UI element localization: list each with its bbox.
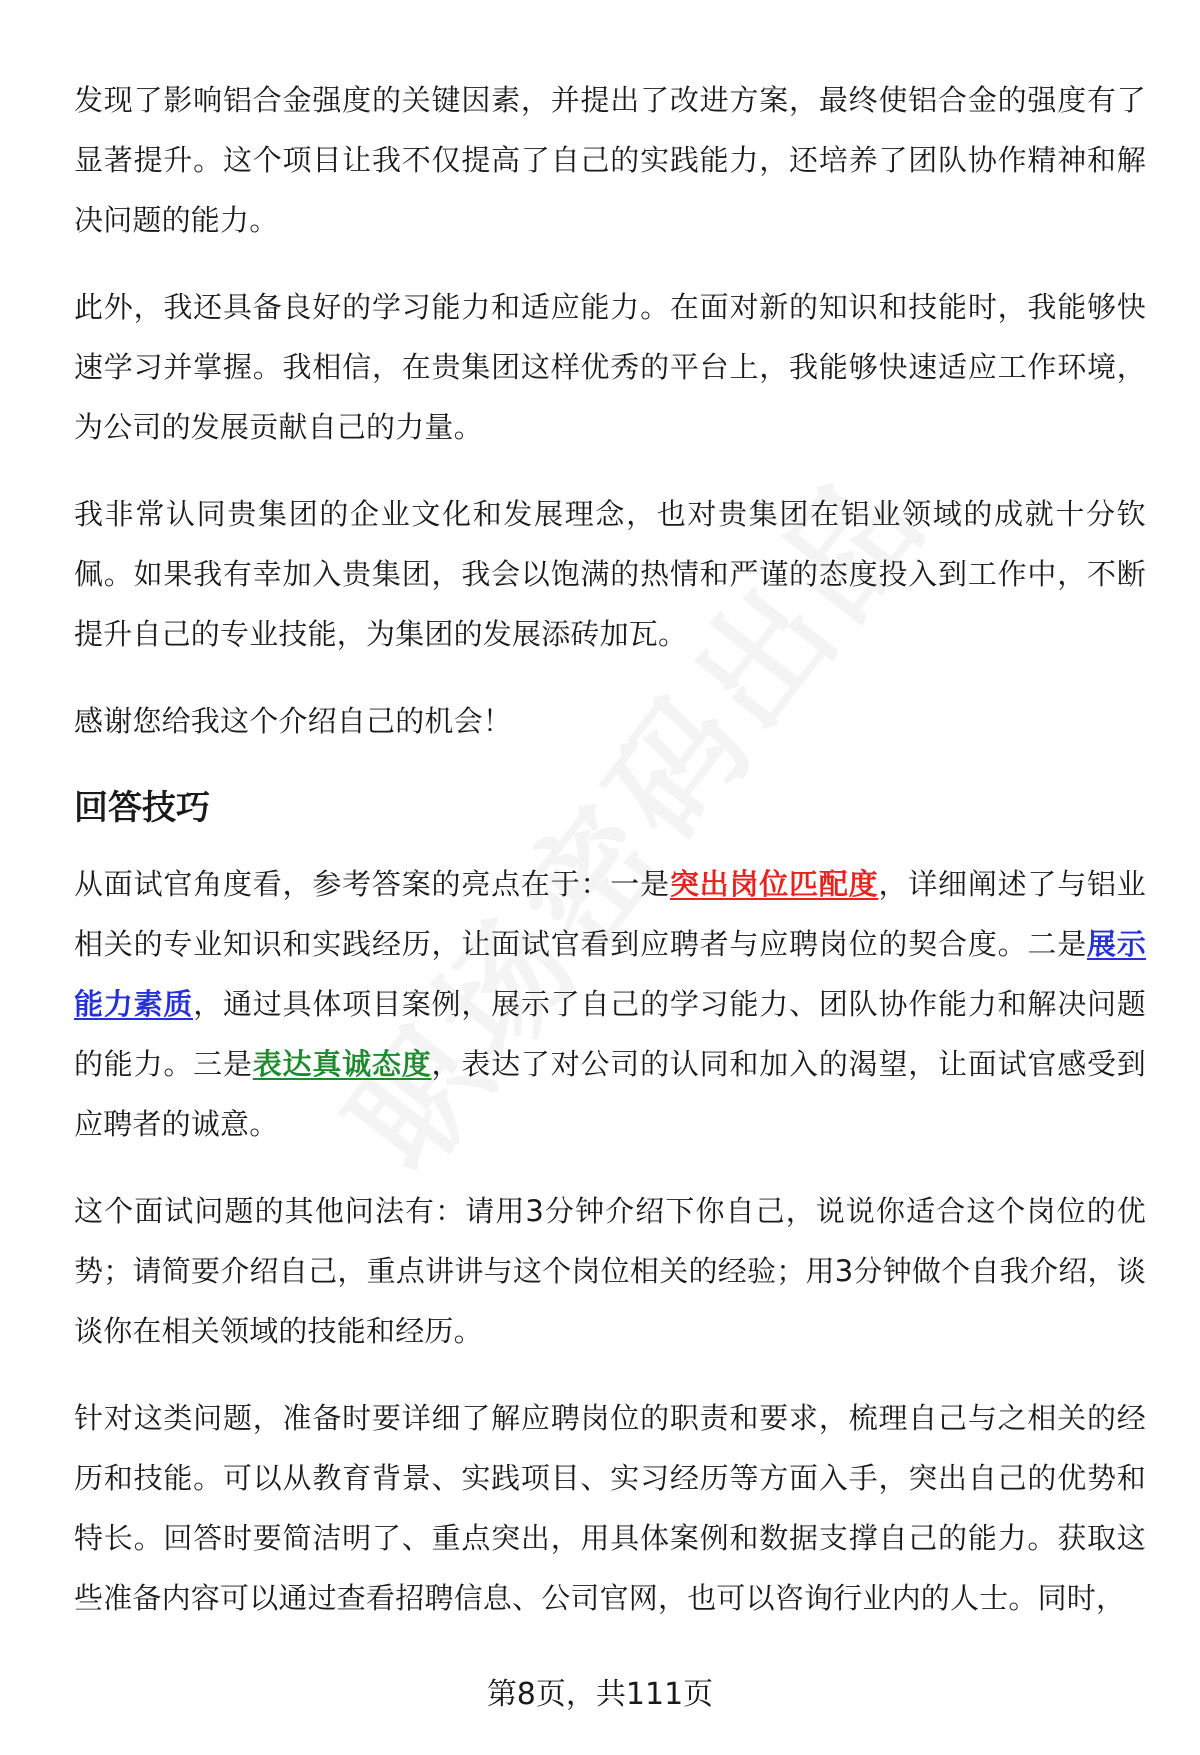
body-paragraph: 此外，我还具备良好的学习能力和适应能力。在面对新的知识和技能时，我能够快速学习并掌握。我相信，在贵集团这样优秀的平台上，我能够快速适应工作环境，为公司的发展贡献自己的力量。 (74, 290, 1146, 444)
body-paragraph: 这个面试问题的其他问法有：请用3分钟介绍下你自己，说说你适合这个岗位的优势；请简要介绍自己，重点讲讲与这个岗位相关的经验；用3分钟做个自我介绍，谈谈你在相关领域的技能和经历。 (74, 1194, 1146, 1348)
tips-paragraph (74, 854, 1146, 1154)
tips-text: ，表达了对公司的认同和加入的渴望，让面试官感受到应聘者的诚意。 (74, 1047, 1146, 1141)
body-paragraph: 发现了影响铝合金强度的关键因素，并提出了改进方案，最终使铝合金的强度有了显著提升。这个项目让我不仅提高了自己的实践能力，还培养了团队协作精神和解决问题的能力。 (74, 83, 1146, 237)
highlight-sincerity: 表达真诚态度 (252, 1047, 432, 1081)
tips-text: ，详细阐述了与铝业相关的专业知识和实践经历，让面试官看到应聘者与应聘岗位的契合度。二是 (74, 867, 1146, 961)
highlight-ability: 展示能力素质 (74, 927, 1146, 1021)
tips-text: 从面试官角度看，参考答案的亮点在于：一是 (74, 867, 670, 901)
page-number-footer: 第8页，共111页 (486, 1677, 714, 1712)
highlight-job-match: 突出岗位匹配度 (669, 867, 879, 901)
document-body (74, 70, 1146, 1655)
body-paragraph: 针对这类问题，准备时要详细了解应聘岗位的职责和要求，梳理自己与之相关的经历和技能。可以从教育背景、实践项目、实习经历等方面入手，突出自己的优势和特长。回答时要简洁明了、重点突出，用具体案例和数据支撑自己的能力。获取这些准备内容可以通过查看招聘信息、公司官网，也可以咨询行业内的人士。同时， (74, 1401, 1146, 1615)
tips-text: ，通过具体项目案例，展示了自己的学习能力、团队协作能力和解决问题的能力。三是 (74, 987, 1146, 1081)
body-paragraph: 我非常认同贵集团的企业文化和发展理念，也对贵集团在铝业领域的成就十分钦佩。如果我有幸加入贵集团，我会以饱满的热情和严谨的态度投入到工作中，不断提升自己的专业技能，为集团的发展添砖加瓦。 (74, 497, 1146, 651)
section-heading: 回答技巧 (74, 788, 210, 828)
body-paragraph: 感谢您给我这个介绍自己的机会！ (74, 704, 513, 738)
